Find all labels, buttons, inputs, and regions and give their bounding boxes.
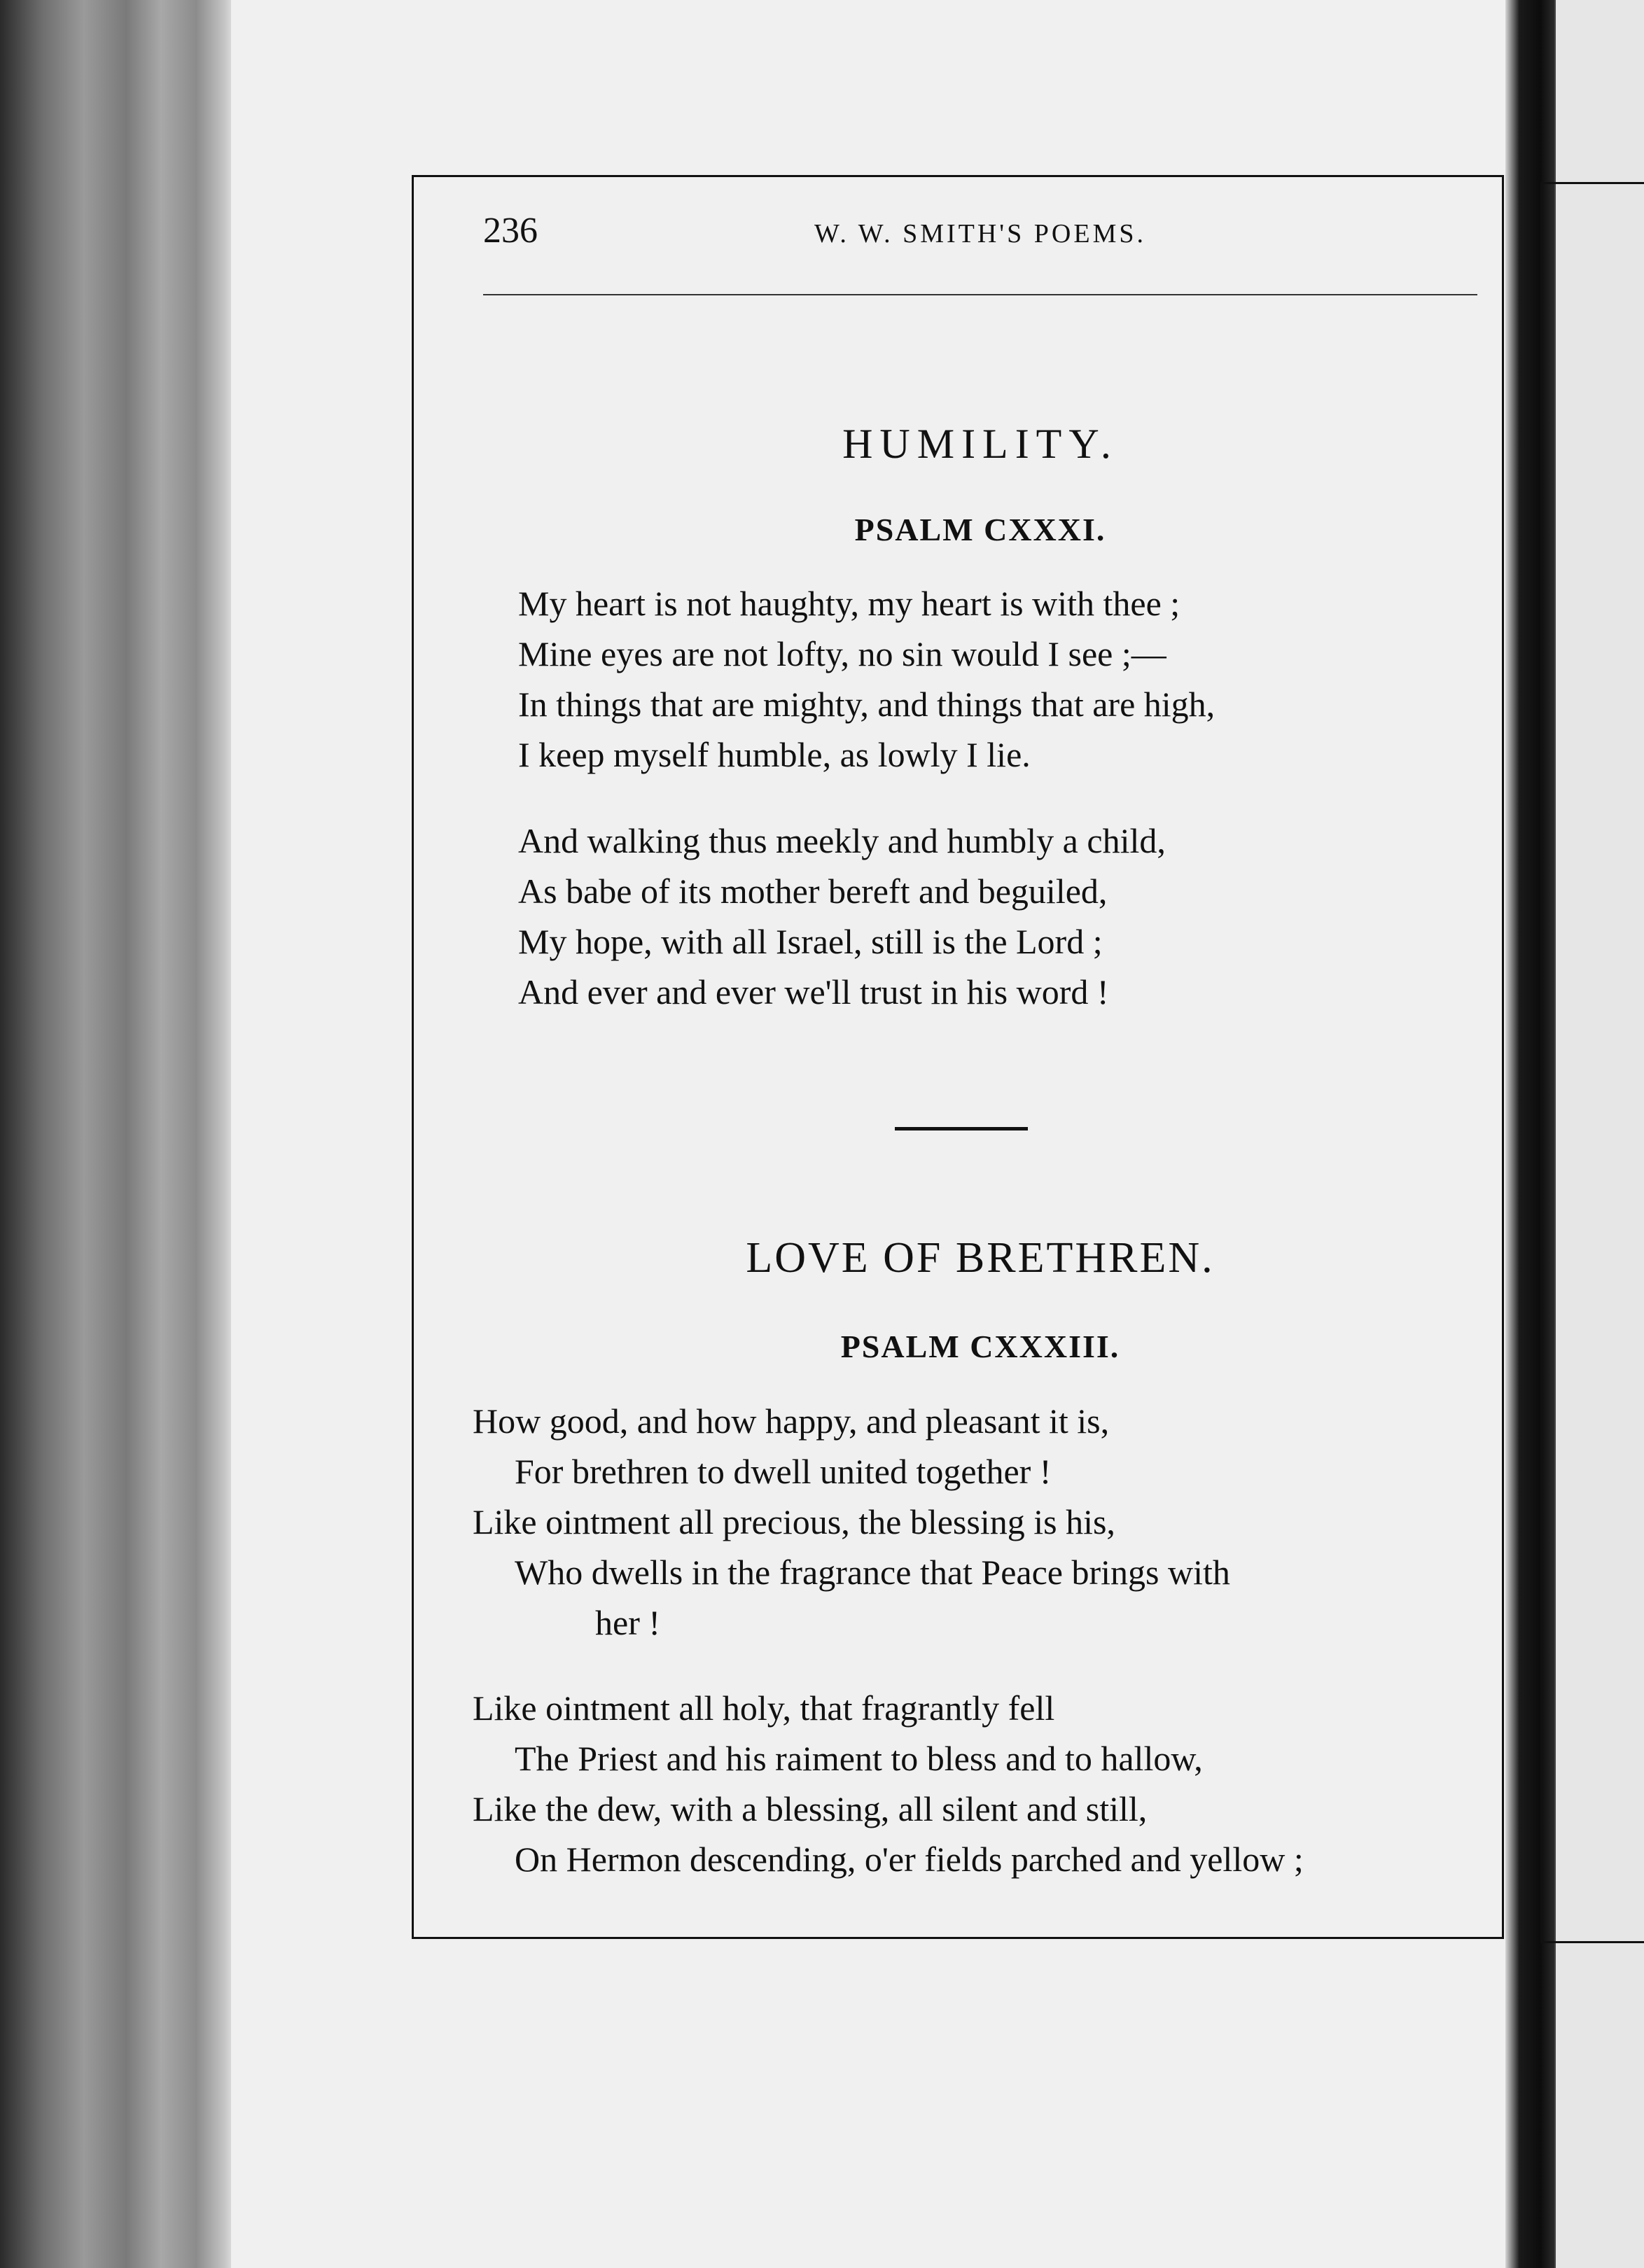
verse-line: Like ointment all holy, that fragrantly fell — [473, 1688, 1055, 1728]
verse-line: Mine eyes are not lofty, no sin would I see ;— — [518, 634, 1166, 673]
verse-line: As babe of its mother bereft and beguiled, — [518, 872, 1108, 911]
poem-subtitle-psalm-131: PSALM CXXXI. — [854, 512, 1106, 547]
verse-line: In things that are mighty, and things that are high, — [518, 685, 1215, 724]
facing-page-frame — [1540, 182, 1644, 1943]
page-number: 236 — [483, 211, 538, 251]
verse-line: And walking thus meekly and humbly a child, — [518, 821, 1166, 860]
verse-line: The Priest and his raiment to bless and to hallow, — [515, 1739, 1203, 1778]
header-rule — [483, 294, 1477, 295]
poem2-stanza-1 — [473, 1396, 1230, 1648]
poem-subtitle-psalm-133: PSALM CXXXIII. — [840, 1329, 1120, 1364]
running-head — [483, 210, 1477, 259]
verse-line: her ! — [595, 1603, 660, 1642]
verse-line: My hope, with all Israel, still is the Lord ; — [518, 922, 1103, 961]
verse-line: How good, and how happy, and pleasant it is, — [473, 1401, 1110, 1441]
verse-line: Like the dew, with a blessing, all silent and still, — [473, 1789, 1148, 1828]
verse-line: For brethren to dwell united together ! — [515, 1452, 1052, 1491]
verse-line: On Hermon descending, o'er fields parched and yellow ; — [515, 1840, 1304, 1879]
running-title: W. W. SMITH'S POEMS. — [814, 219, 1146, 248]
poem-title-love-of-brethren: LOVE OF BRETHREN. — [746, 1234, 1215, 1282]
verse-line: Who dwells in the fragrance that Peace brings with — [515, 1553, 1230, 1592]
section-divider — [895, 1127, 1028, 1130]
poem2-stanza-2 — [473, 1683, 1304, 1884]
verse-line: My heart is not haughty, my heart is with thee ; — [518, 584, 1180, 623]
book-page-stack — [0, 0, 231, 2268]
poem1-stanza-1 — [518, 578, 1215, 780]
verse-line: I keep myself humble, as lowly I lie. — [518, 735, 1031, 774]
verse-line: And ever and ever we'll trust in his word ! — [518, 972, 1109, 1011]
verse-line: Like ointment all precious, the blessing is his, — [473, 1502, 1115, 1541]
poem1-stanza-2 — [518, 816, 1166, 1017]
poem-title-humility: HUMILITY. — [842, 421, 1118, 467]
